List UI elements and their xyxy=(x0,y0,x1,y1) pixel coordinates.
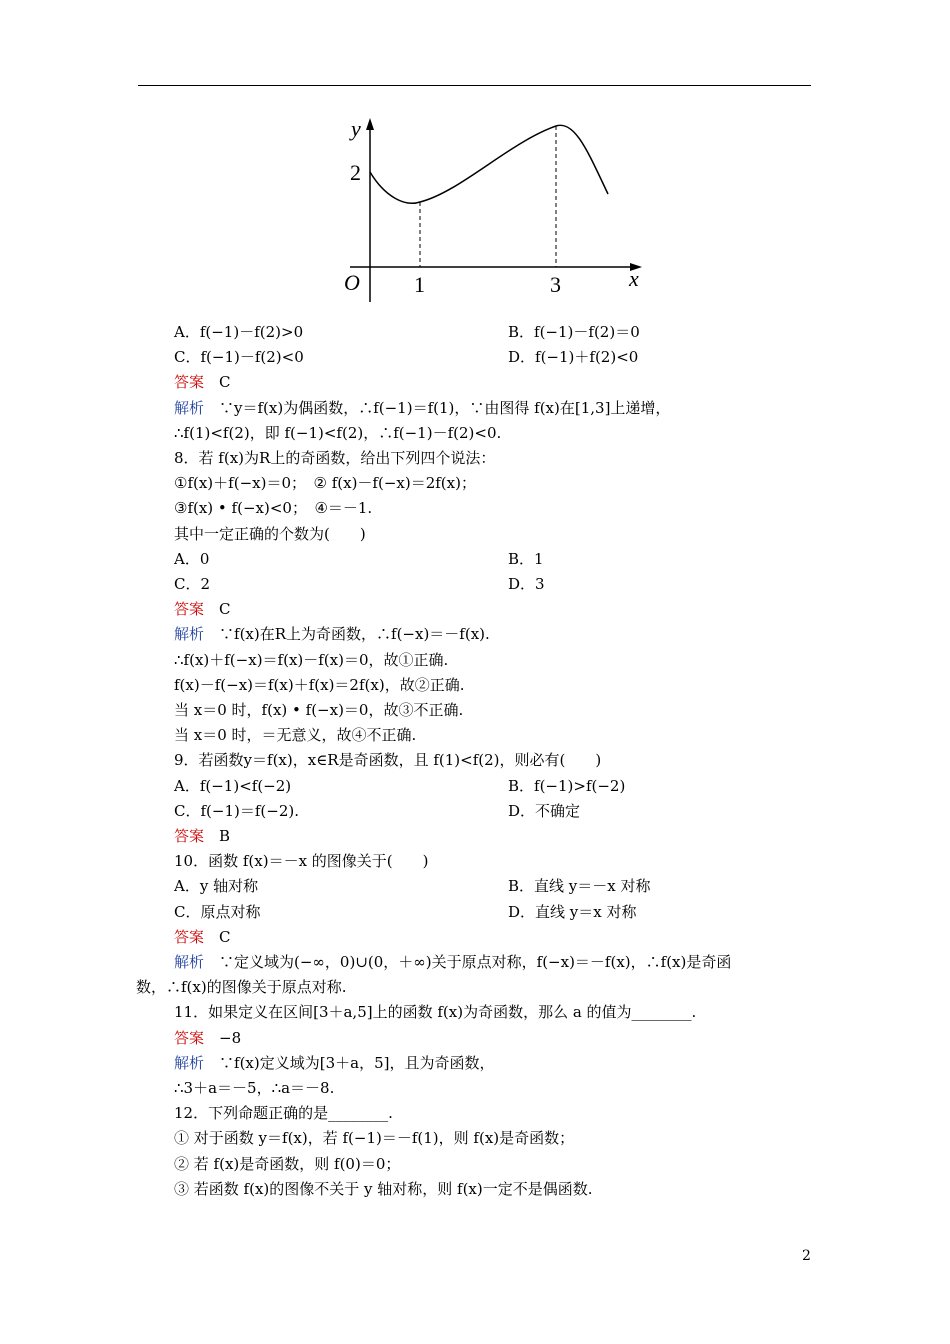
x-tick-3: 3 xyxy=(550,272,561,297)
y-label: y xyxy=(351,116,361,141)
page-number: 2 xyxy=(802,1248,811,1264)
line-text: ∴3＋a＝－5，∴a＝－8. xyxy=(174,1079,335,1097)
option-right: D．f(−1)＋f(2)<0 xyxy=(508,348,639,367)
option-right: B．f(−1)－f(2)＝0 xyxy=(508,323,640,341)
line-text: 12．下列命题正确的是________. xyxy=(174,1104,393,1123)
text-line xyxy=(174,547,544,572)
option-left: C．f(−1)＝f(−2). xyxy=(174,801,299,820)
analysis-tag: 解析 xyxy=(174,1053,205,1072)
text-line xyxy=(174,622,490,647)
text-line xyxy=(174,673,464,698)
option-left: A．f(−1)<f(−2) xyxy=(174,776,292,795)
text-line xyxy=(174,849,429,874)
option-left: C．f(−1)－f(2)<0 xyxy=(174,348,304,367)
answer-tag: 答案 xyxy=(174,827,205,845)
text-line xyxy=(174,370,231,395)
text-line xyxy=(174,698,463,723)
line-text: 9．若函数y＝f(x)，x∈R是奇函数，且 f(1)<f(2)，则必有( ) xyxy=(174,751,602,770)
line-text: f(x)－f(−x)＝f(x)＋f(x)＝2f(x)，故②正确. xyxy=(174,675,465,694)
answer-tag: 答案 xyxy=(174,927,205,946)
text-line xyxy=(136,975,347,1000)
line-text: 11．如果定义在区间[3＋a,5]上的函数 f(x)为奇函数，那么 a 的值为________. xyxy=(174,1003,697,1022)
line-text: 8．若 f(x)为R上的奇函数，给出下列四个说法： xyxy=(174,449,496,467)
line-text: 当 x＝0 时，f(x) • f(−x)＝0，故③不正确. xyxy=(174,701,464,719)
text-line xyxy=(174,1051,494,1076)
text-line xyxy=(174,572,545,597)
option-left: A．f(−1)－f(2)>0 xyxy=(174,323,304,341)
text-line xyxy=(174,824,230,849)
header-rule xyxy=(138,85,811,86)
text-line xyxy=(174,874,651,899)
y-axis-arrow xyxy=(366,118,374,130)
text-line xyxy=(174,1026,241,1051)
line-text: ①f(x)＋f(−x)＝0； ② f(x)－f(−x)＝2f(x)； xyxy=(174,474,476,493)
option-left: C．原点对称 xyxy=(174,902,261,921)
line-text: ② 若 f(x)是奇函数，则 f(0)＝0； xyxy=(174,1154,401,1173)
line-text: B xyxy=(204,827,231,845)
text-line xyxy=(174,748,601,773)
line-text: ∵f(x)在R上为奇函数，∴f(−x)＝－f(x). xyxy=(204,625,490,644)
text-line xyxy=(174,925,231,950)
text-line xyxy=(174,421,501,446)
text-line xyxy=(174,597,231,622)
line-text: C xyxy=(204,373,231,392)
function-curve xyxy=(370,125,608,203)
line-text: C xyxy=(204,600,231,619)
text-line xyxy=(174,723,416,748)
answer-tag: 答案 xyxy=(174,373,205,392)
line-text: ③f(x) • f(−x)<0； ④＝－1. xyxy=(174,499,373,518)
text-line xyxy=(174,648,448,673)
line-text: C xyxy=(204,927,231,946)
text-line xyxy=(174,799,581,824)
x-tick-1: 1 xyxy=(414,272,425,297)
x-label: x xyxy=(629,266,639,291)
line-text: ∴f(1)<f(2)，即 f(−1)<f(2)，∴f(−1)－f(2)<0. xyxy=(174,423,502,442)
option-right: B．1 xyxy=(508,549,544,568)
text-line xyxy=(174,446,495,471)
line-text: ① 对于函数 y＝f(x)，若 f(−1)＝－f(1)，则 f(x)是奇函数； xyxy=(174,1129,575,1148)
analysis-tag: 解析 xyxy=(174,953,205,971)
line-text: −8 xyxy=(204,1028,242,1047)
line-text: ∵f(x)定义域为[3＋a，5]，且为奇函数， xyxy=(204,1053,495,1072)
option-right: D．3 xyxy=(508,575,545,593)
option-right: D．不确定 xyxy=(508,801,581,820)
line-text: ∵y＝f(x)为偶函数，∴f(−1)＝f(1)，∵由图得 f(x)在[1,3]上递增， xyxy=(204,398,671,417)
line-text: 其中一定正确的个数为( ) xyxy=(174,524,366,543)
origin-label: O xyxy=(344,270,360,295)
text-line xyxy=(174,396,670,421)
line-text: ③ 若函数 f(x)的图像不关于 y 轴对称，则 f(x)一定不是偶函数. xyxy=(174,1179,593,1198)
line-text: 数，∴f(x)的图像关于原点对称. xyxy=(136,978,347,997)
text-line xyxy=(174,1000,696,1025)
text-line xyxy=(174,1076,334,1101)
text-line xyxy=(174,1177,593,1202)
text-line xyxy=(174,774,626,799)
option-right: D．直线 y＝x 对称 xyxy=(508,902,637,921)
option-left: A．y 轴对称 xyxy=(174,877,259,896)
line-text: 当 x＝0 时，＝无意义，故④不正确. xyxy=(174,726,417,745)
answer-tag: 答案 xyxy=(174,1028,205,1047)
option-left: C．2 xyxy=(174,575,211,593)
text-line xyxy=(174,522,366,547)
text-line xyxy=(174,900,637,925)
line-text: ∴f(x)＋f(−x)＝f(x)－f(x)＝0，故①正确. xyxy=(174,650,449,669)
line-text: 10．函数 f(x)＝－x 的图像关于( ) xyxy=(174,852,429,871)
answer-tag: 答案 xyxy=(174,600,205,619)
option-left: A．0 xyxy=(174,549,210,568)
analysis-tag: 解析 xyxy=(174,625,205,644)
option-right: B．直线 y＝－x 对称 xyxy=(508,877,651,896)
option-right: B．f(−1)>f(−2) xyxy=(508,776,626,795)
text-line xyxy=(174,1101,393,1126)
analysis-tag: 解析 xyxy=(174,398,205,417)
text-line xyxy=(174,496,372,521)
text-line xyxy=(174,1126,574,1151)
y-tick-2: 2 xyxy=(350,160,361,185)
text-line xyxy=(174,950,731,975)
text-line xyxy=(174,471,476,496)
function-graph xyxy=(330,112,660,307)
text-line xyxy=(174,320,640,345)
line-text: ∵定义域为(−∞，0)∪(0，＋∞)关于原点对称，f(−x)＝－f(x)，∴f(x)是奇函 xyxy=(204,953,732,971)
text-line xyxy=(174,345,639,370)
text-line xyxy=(174,1152,400,1177)
